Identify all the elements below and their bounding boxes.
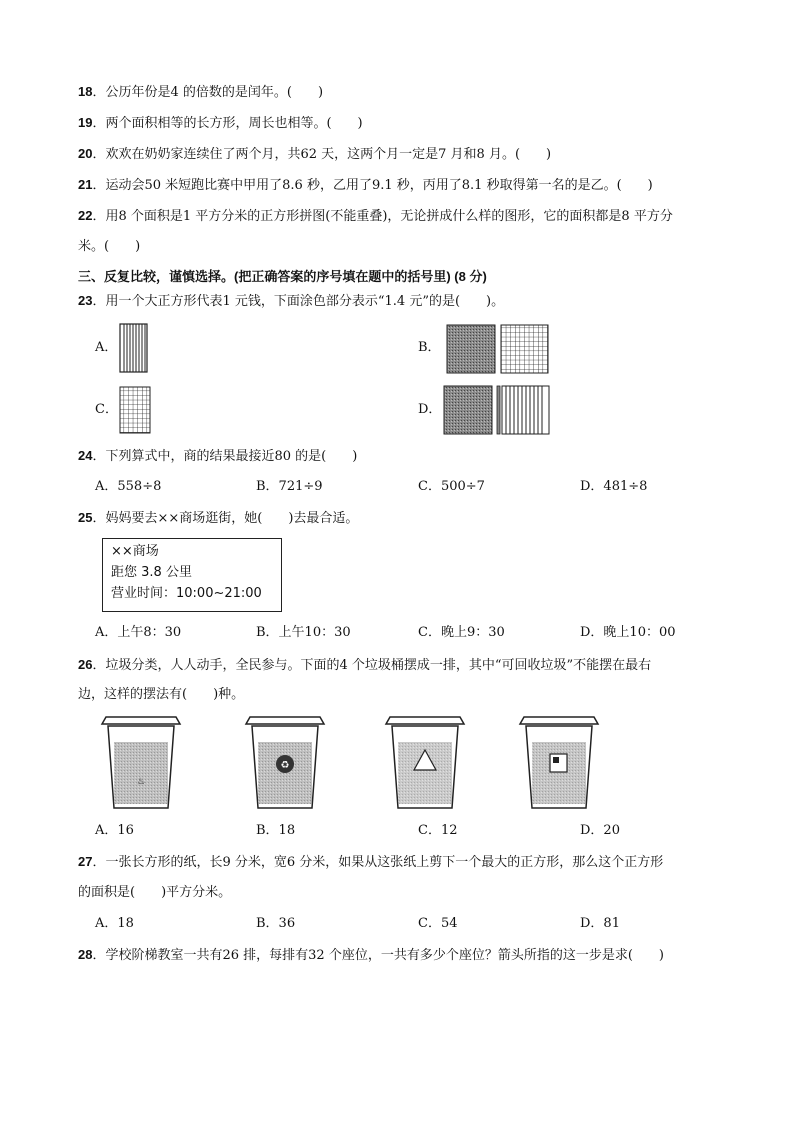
option-c: C．晚上9：30: [418, 625, 505, 640]
question-text: ．一张长方形的纸，长9 分米，宽6 分米，如果从这张纸上剪下一个最大的正方形，那么这个正方形: [92, 855, 664, 870]
question-24: [78, 447, 357, 466]
option-b: B．: [418, 340, 441, 355]
question-number: 27: [78, 854, 93, 869]
question-number: 24: [78, 448, 93, 463]
option-d: D．: [418, 402, 442, 417]
question-number: 28: [78, 947, 93, 962]
option-d: D．481÷8: [580, 479, 648, 494]
question-number: 18: [78, 84, 93, 99]
question-27-continued: 的面积是( )平方分米。: [78, 885, 232, 900]
question-number: 25: [78, 510, 93, 525]
option-d: D．20: [580, 823, 620, 838]
question-number: 19: [78, 115, 93, 130]
question-23: [78, 292, 504, 311]
question-20: [78, 145, 551, 164]
question-18: [78, 83, 323, 102]
trash-bin-kitchen-icon: [100, 716, 182, 810]
figure-d-shaded-and-strips: [443, 384, 551, 436]
section-3-heading: 三、反复比较，谨慎选择。(把正确答案的序号填在题中的括号里) (8 分): [78, 269, 487, 284]
option-c: C．500÷7: [418, 479, 485, 494]
question-22-continued: 米。( ): [78, 239, 141, 254]
option-a: A．18: [95, 916, 134, 931]
store-distance: 距您 3.8 公里: [111, 565, 192, 580]
svg-text:♨: ♨: [136, 777, 146, 787]
question-text: ．运动会50 米短跑比赛中甲用了8.6 秒，乙用了9.1 秒，丙用了8.1 秒取得第一名的是乙。( ): [92, 178, 653, 193]
question-text: ．公历年份是4 的倍数的是闰年。( ): [92, 85, 324, 100]
question-26-continued: 边，这样的摆法有( )种。: [78, 687, 245, 702]
question-text: ．用8 个面积是1 平方分米的正方形拼图(不能重叠)，无论拼成什么样的图形，它的面积都是8 平方分: [92, 209, 673, 224]
trash-bin-hazardous-icon: [518, 716, 600, 810]
option-a: A．: [95, 340, 118, 355]
question-21: [78, 176, 653, 195]
question-text: ．下列算式中，商的结果最接近80 的是( ): [92, 449, 358, 464]
store-hours: 营业时间：10:00~21:00: [111, 586, 262, 601]
question-number: 22: [78, 208, 93, 223]
question-22: [78, 207, 673, 226]
option-a: A．上午8：30: [95, 625, 182, 640]
option-c: C．12: [418, 823, 458, 838]
option-c: C．54: [418, 916, 458, 931]
figure-b-shaded-and-grid: [446, 323, 550, 375]
option-b: B．36: [256, 916, 296, 931]
question-28: [78, 946, 664, 965]
option-d: D．81: [580, 916, 620, 931]
figure-a-tenths-strips: [118, 323, 148, 373]
question-26: [78, 656, 651, 675]
store-sign: [102, 538, 282, 612]
option-b: B．18: [256, 823, 296, 838]
question-number: 21: [78, 177, 93, 192]
question-19: [78, 114, 363, 133]
question-number: 26: [78, 657, 93, 672]
question-text: ．学校阶梯教室一共有26 排，每排有32 个座位，一共有多少个座位？箭头所指的这一步是求( ): [92, 948, 664, 963]
trash-bin-other-icon: [384, 716, 466, 810]
question-text: ．垃圾分类，人人动手，全民参与。下面的4 个垃圾桶摆成一排，其中“可回收垃圾”不能摆在最右: [92, 658, 652, 673]
svg-text:♻: ♻: [280, 760, 290, 771]
option-b: B．上午10：30: [256, 625, 351, 640]
trash-bin-recyclable-icon: [244, 716, 326, 810]
question-27: [78, 853, 663, 872]
option-a: A．16: [95, 823, 134, 838]
question-text: ．妈妈要去××商场逛街，她( )去最合适。: [92, 511, 359, 526]
question-text: ．用一个大正方形代表1 元钱，下面涂色部分表示“1.4 元”的是( )。: [92, 294, 505, 309]
question-text: ．两个面积相等的长方形，周长也相等。( ): [92, 116, 363, 131]
store-name: ××商场: [111, 544, 159, 559]
question-text: ．欢欢在奶奶家连续住了两个月，共62 天，这两个月一定是7 月和8 月。( ): [92, 147, 552, 162]
option-a: A．558÷8: [95, 479, 162, 494]
question-25: [78, 509, 358, 528]
question-number: 20: [78, 146, 93, 161]
option-b: B．721÷9: [256, 479, 323, 494]
figure-c-hundredths-grid: [119, 386, 151, 434]
option-d: D．晚上10：00: [580, 625, 676, 640]
option-c: C．: [95, 402, 118, 417]
question-number: 23: [78, 293, 93, 308]
